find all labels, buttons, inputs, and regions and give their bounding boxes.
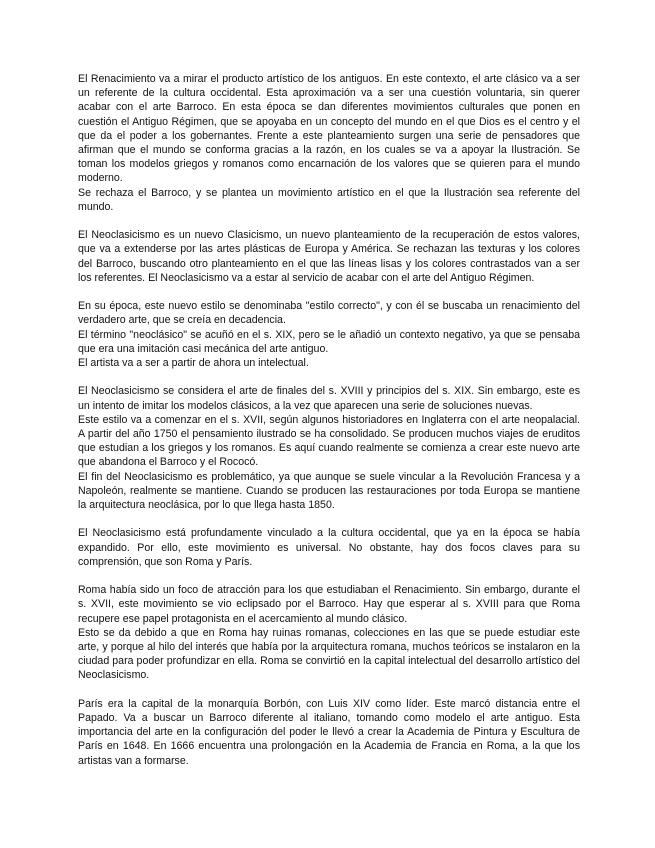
paragraph-text: El término "neoclásico" se acuñó en el s. XIX, pero se le añadió un contexto negativo, ya que se pensaba que era una imitación casi mecánica del arte antiguo.: [78, 328, 580, 355]
paragraph-estilo-correcto: [78, 299, 580, 370]
document-body: [78, 72, 580, 782]
paragraph-paris: [78, 697, 580, 768]
paragraph-text: El Neoclasicismo es un nuevo Clasicismo, un nuevo planteamiento de la recuperación de estos valores, que va a extenderse por las artes plásticas de Europa y América. Se rechazan las texturas y los colores del Barroco, buscando otro planteamiento en el que las líneas lisas y los colores contrastados van a ser los referentes. El Neoclasicismo va a estar al servicio de acabar con el arte del Antiguo Régimen.: [78, 229, 580, 284]
paragraph-text: El Renacimiento va a mirar el producto artístico de los antiguos. En este contexto, el arte clásico va a ser un referente de la cultura occidental. Esta aproximación va a ser una cuestión voluntaria, sin querer acabar con el arte Barroco. En esta época se dan diferentes movimientos culturales que ponen en cuestión el Antiguo Régimen, que se apoyaba en un concepto del mundo en el que Dios es el centro y el que da el poder a los gobernantes. Frente a este planteamiento surgen una serie de pensadores que afirman que el mundo se conforma gracias a la razón, en los cuales se va a apoyar la Ilustración. Se toman los modelos griegos y romanos como encarnación de los valores que se quieren para el mundo moderno.: [78, 73, 580, 185]
paragraph-text: Este estilo va a comenzar en el s. XVII, según algunos historiadores en Inglaterra con el arte neopalacial. A partir del año 1750 el pensamiento ilustrado se ha consolidado. Se producen muchos viajes de eruditos que estudian a los griegos y los romanos. Es aquí cuando realmente se comienza a crear este nuevo arte que abandona el Barroco y el Rococó.: [78, 413, 580, 469]
paragraph-text: Roma había sido un foco de atracción para los que estudiaban el Renacimiento. Sin embargo, durante el s. XVII, este movimiento se vio eclipsado por el Barroco. Hay que esperar al s. XVIII para que Roma recupere ese papel protagonista en el acercamiento al mundo clásico.: [78, 584, 580, 625]
paragraph-text: Esto se da debido a que en Roma hay ruinas romanas, colecciones en las que se puede estudiar este arte, y porque al hilo del interés que había por la arquitectura romana, muchos teóricos se instalaron en la ciudad para poder profundizar en ella. Roma se convirtió en la capital intelectual del desarrollo artístico del Neoclasicismo.: [78, 626, 580, 682]
paragraph-text: En su época, este nuevo estilo se denominaba "estilo correcto", y con él se buscaba un renacimiento del verdadero arte, que se creía en decadencia.: [78, 300, 580, 327]
paragraph-text: El artista va a ser a partir de ahora un intelectual.: [78, 357, 309, 370]
paragraph-text: París era la capital de la monarquía Borbón, con Luis XIV como líder. Este marcó distancia entre el Papado. Va a buscar un Barroco diferente al italiano, tomando como modelo el arte antiguo. Esta importancia del arte en la configuración del poder le llevó a crear la Academia de Pintura y Escultura de París en 1648. En 1666 encuentra una prolongación en la Academia de Francia en Roma, a la que los artistas van a formarse.: [78, 697, 580, 767]
paragraph-text: El Neoclasicismo se considera el arte de finales del s. XVIII y principios del s. XIX. Sin embargo, este es un intento de imitar los modelos clásicos, a la vez que aparecen una serie de soluciones nuevas.: [78, 385, 580, 412]
paragraph-neoclasicismo-definicion: [78, 228, 580, 285]
paragraph-text: El fin del Neoclasicismo es problemático, ya que aunque se suele vincular a la Revolución Francesa y a Napoleón, realmente se mantiene. Cuando se producen las restauraciones por toda Europa se mantiene la arquitectura neoclásica, por lo que llega hasta 1850.: [78, 470, 580, 512]
paragraph-text: Se rechaza el Barroco, y se plantea un movimiento artístico en el que la Ilustración sea referente del mundo.: [78, 186, 580, 213]
paragraph-roma: [78, 583, 580, 682]
paragraph-focos: [78, 526, 580, 569]
paragraph-text: El Neoclasicismo está profundamente vinculado a la cultura occidental, que ya en la época se había expandido. Por ello, este movimiento es universal. No obstante, hay dos focos claves para su comprensión, que son Roma y París.: [78, 527, 580, 568]
paragraph-cronologia: [78, 384, 580, 512]
paragraph-renacimiento: [78, 72, 580, 214]
